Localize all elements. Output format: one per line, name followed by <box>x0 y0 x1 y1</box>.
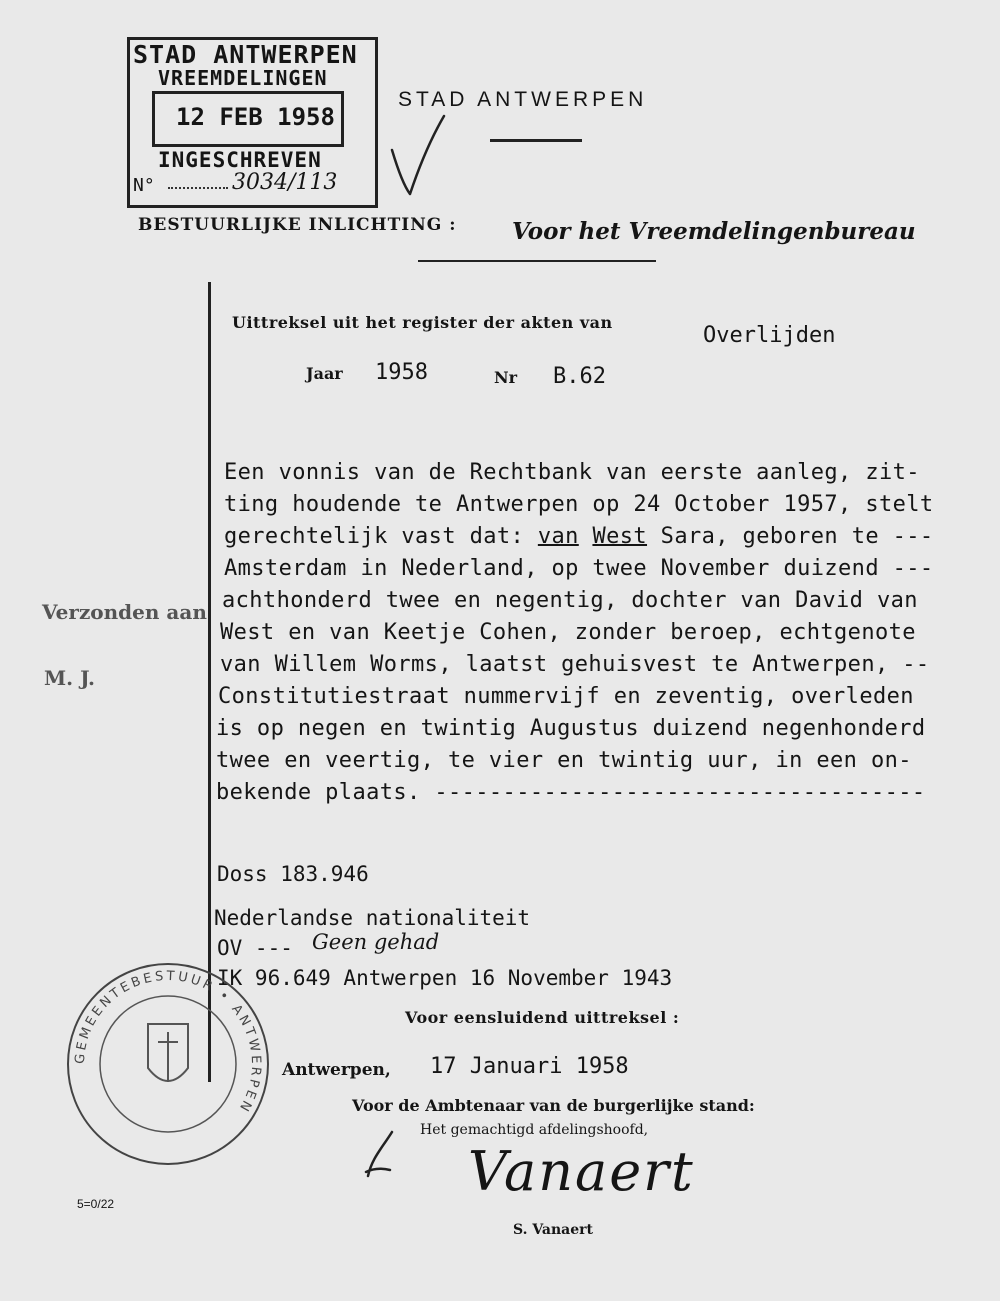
surname-part: West <box>592 524 648 549</box>
stamp-date: 12 FEB 1958 <box>176 103 335 131</box>
body-line <box>224 524 934 549</box>
surname-part: van <box>537 524 579 549</box>
body-line: achthonderd twee en negentig, dochter van David van <box>222 588 918 613</box>
stamp-line-registered: INGESCHREVEN <box>158 148 322 172</box>
dossier-number: Doss 183.946 <box>217 862 369 886</box>
title-underline <box>490 139 582 142</box>
admin-info-label: BESTUURLIJKE INLICHTING : <box>138 215 457 235</box>
register-type: Overlijden <box>703 323 836 348</box>
body-line: twee en veertig, te vier en twintig uur, in een on- <box>216 748 912 773</box>
body-line: is op negen en twintig Augustus duizend negenhonderd <box>216 716 926 741</box>
form-code: 5=0/22 <box>77 1197 115 1211</box>
ov-label: OV --- <box>217 936 293 960</box>
handwritten-signature: Vanaert <box>468 1140 695 1203</box>
body-line: Constitutiestraat nummervijf en zeventig, overleden <box>218 684 914 709</box>
extract-title: Uittreksel uit het register der akten van <box>232 313 613 332</box>
margin-note-recipient: M. J. <box>44 666 95 690</box>
nationality: Nederlandse nationaliteit <box>214 906 531 930</box>
stamp-number-dots <box>168 187 228 189</box>
delegate-line: Het gemachtigd afdelingshoofd, <box>420 1122 649 1138</box>
year-value: 1958 <box>375 360 428 385</box>
admin-info-value: Voor het Vreemdelingenbureau <box>512 218 916 245</box>
stamp-line-department: VREEMDELINGEN <box>158 66 328 90</box>
nr-value: B.62 <box>553 364 606 389</box>
signature-flourish <box>362 1128 402 1188</box>
municipal-seal <box>62 958 274 1170</box>
nr-label: Nr <box>494 368 518 387</box>
certification-place: Antwerpen, <box>282 1060 391 1080</box>
official-line: Voor de Ambtenaar van de burgerlijke stand: <box>352 1096 755 1115</box>
handwritten-check-mark <box>388 110 448 200</box>
body-line: bekende plaats. ------------------------------------ <box>216 780 926 805</box>
body-text: gerechtelijk vast dat: <box>224 524 538 549</box>
signer-name: S. Vanaert <box>513 1222 594 1238</box>
margin-note-sent-to: Verzonden aan <box>42 600 207 624</box>
ov-handwritten-note: Geen gehad <box>312 930 440 954</box>
body-line: Een vonnis van de Rechtbank van eerste aanleg, zit- <box>224 460 920 485</box>
year-label: Jaar <box>306 364 343 383</box>
stamp-number: 3034/113 <box>232 170 338 195</box>
body-line: ting houdende te Antwerpen op 24 October 1957, stelt <box>224 492 934 517</box>
stamp-line-city: STAD ANTWERPEN <box>133 40 358 69</box>
admin-info-underline <box>418 260 656 262</box>
body-line: West en van Keetje Cohen, zonder beroep, echtgenote <box>220 620 916 645</box>
seal-text: GEMEENTEBESTUUR • ANTWERPEN <box>72 968 264 1117</box>
stamp-number-prefix: N° <box>133 175 155 196</box>
body-line: van Willem Worms, laatst gehuisvest te Antwerpen, -- <box>220 652 930 677</box>
body-text: Sara, geboren te --- <box>647 524 934 549</box>
certification-date: 17 Januari 1958 <box>430 1054 629 1079</box>
conformity-statement: Voor eensluidend uittreksel : <box>405 1008 680 1027</box>
ik-reference: IK 96.649 Antwerpen 16 November 1943 <box>217 966 673 990</box>
judgment-text <box>216 460 999 880</box>
city-title: STAD ANTWERPEN <box>398 88 648 111</box>
body-line: Amsterdam in Nederland, op twee November duizend --- <box>224 556 934 581</box>
